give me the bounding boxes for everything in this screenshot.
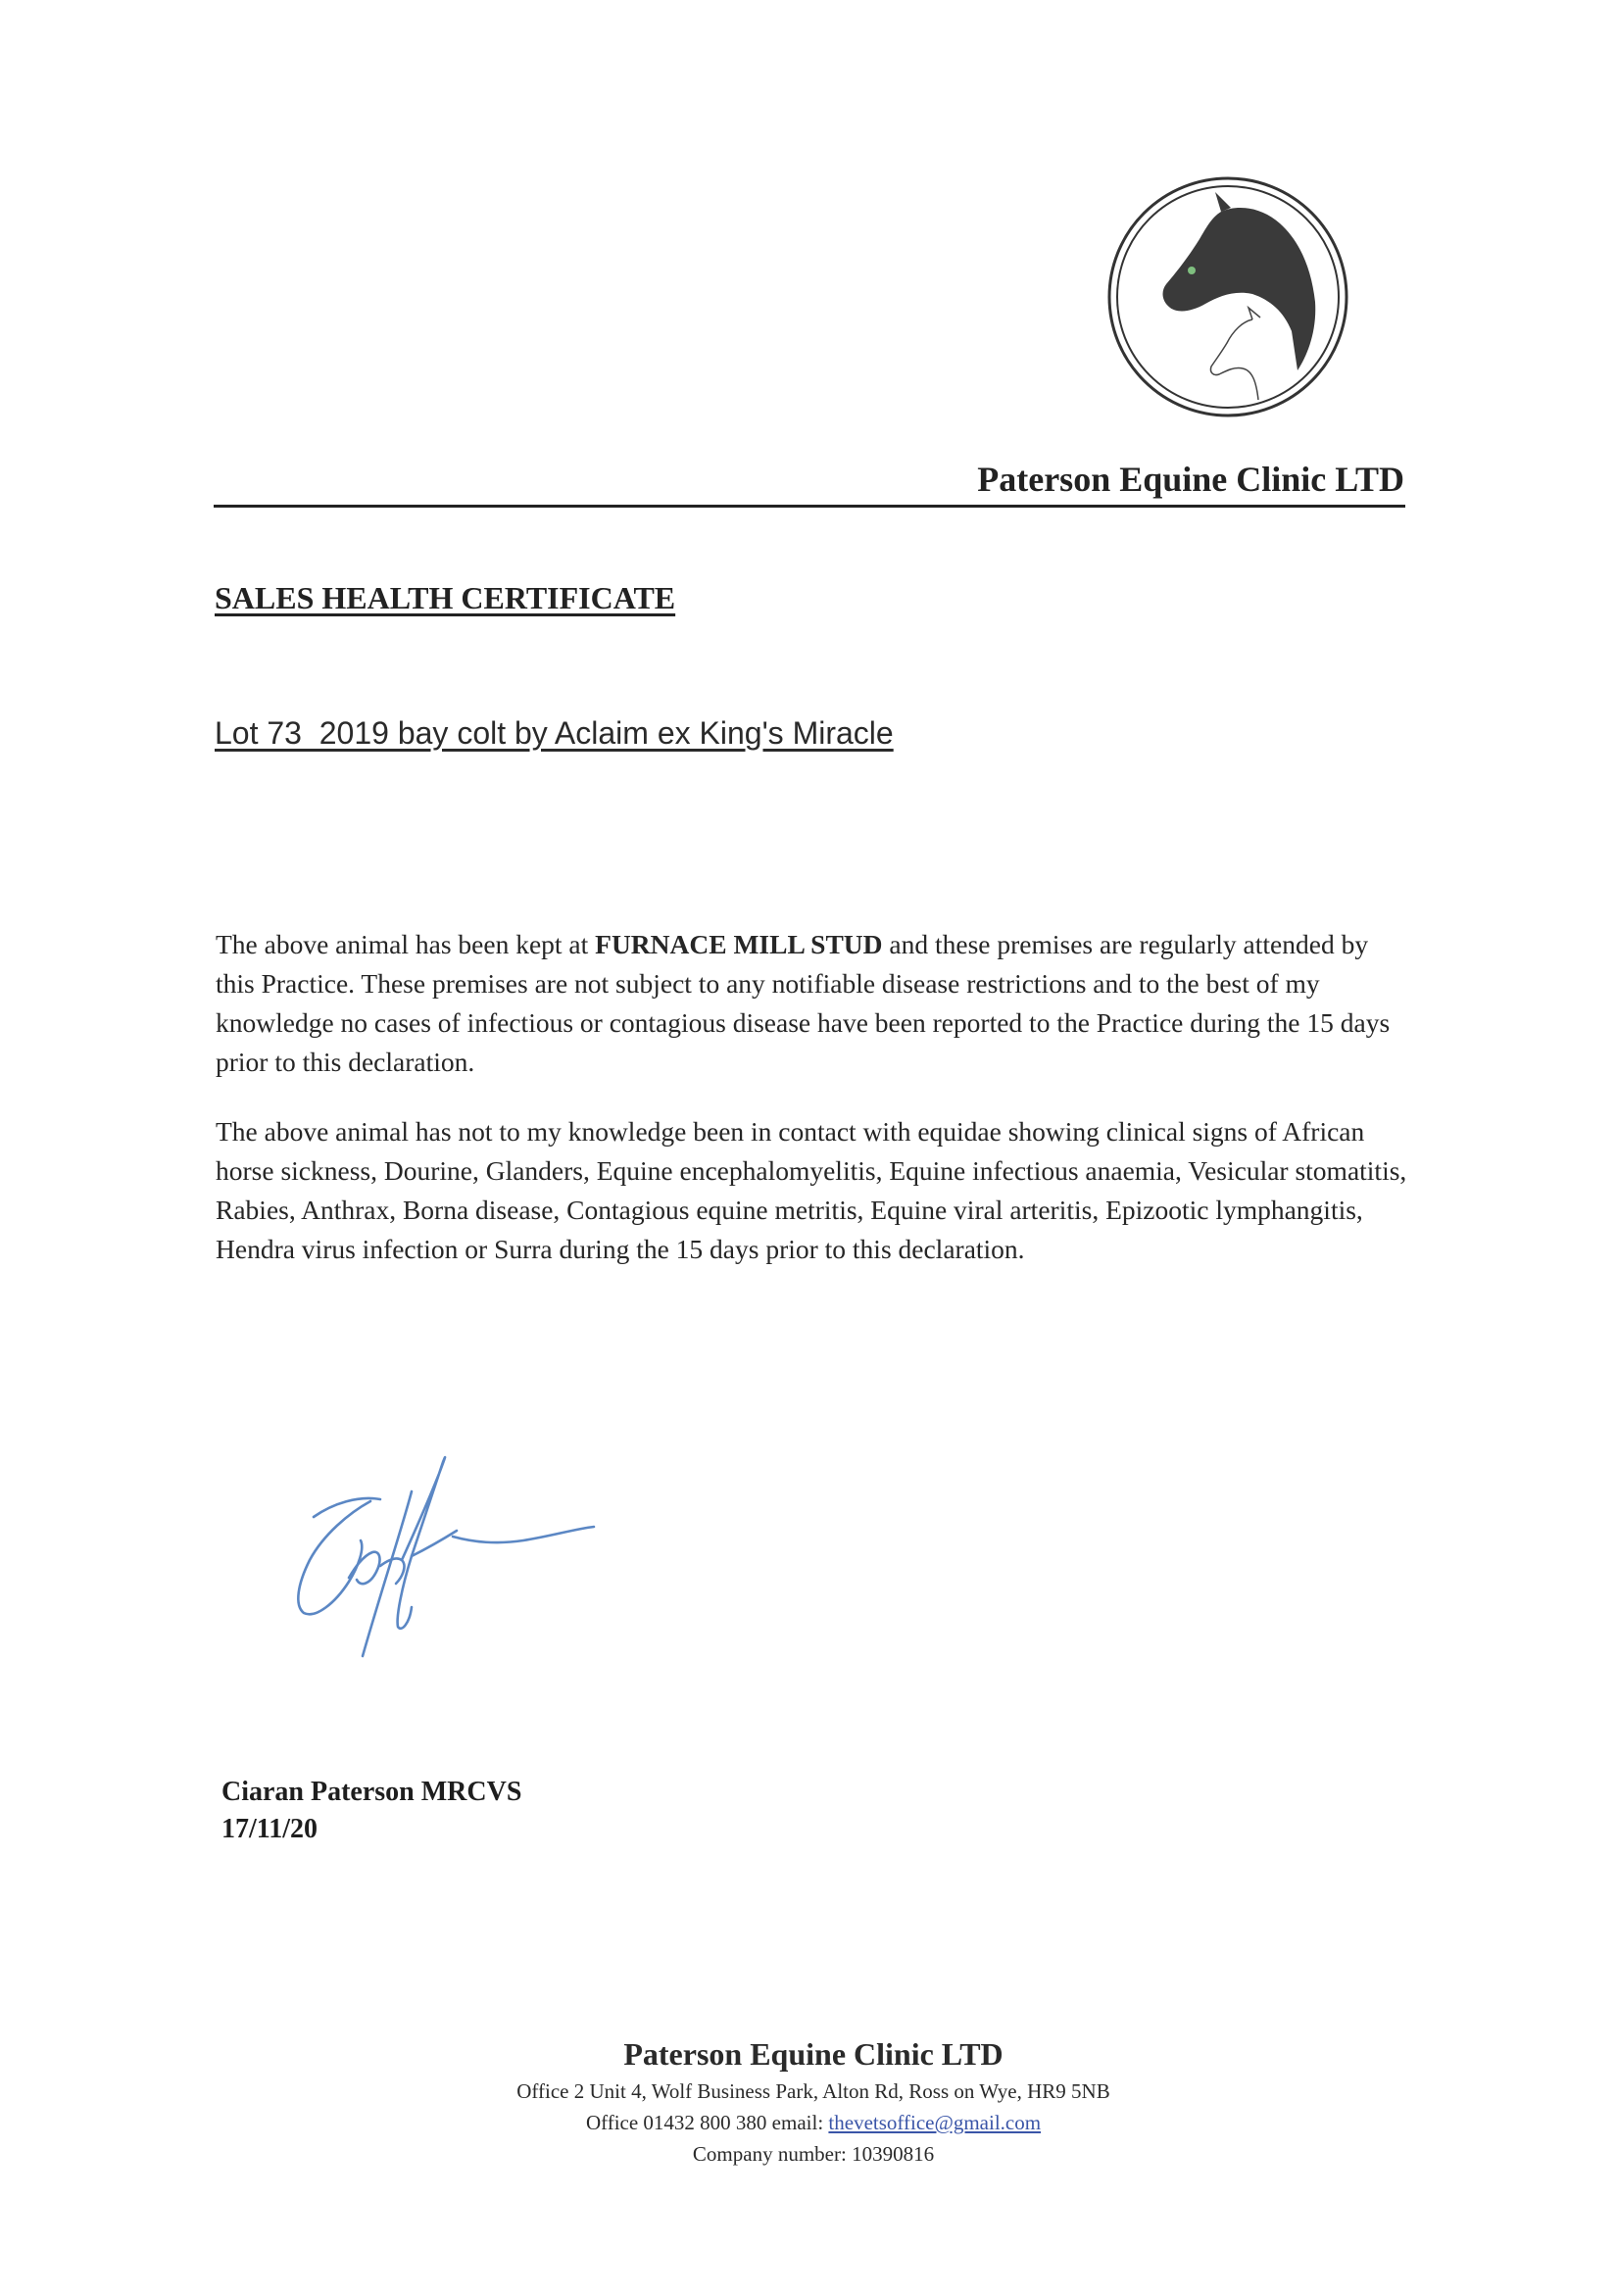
- premises-statement-text: and these premises are regularly attended by this Practice. These premises are not subject to any notifiable disease restrictions and to the best of my knowledge no cases of infectious or contagious disease have been reported to the Practice during the 15 days prior to this declaration.: [216, 929, 1391, 1077]
- footer-contact: [372, 2107, 1254, 2138]
- footer-phone: Office 01432 800 380 email:: [585, 2111, 829, 2134]
- signatory-block: [221, 1774, 521, 1848]
- premises-intro-text: The above animal has been kept at: [216, 929, 596, 959]
- header-divider: [214, 505, 1405, 508]
- horse-heads-logo-icon: [1105, 174, 1350, 419]
- handwritten-signature: [265, 1431, 676, 1715]
- premises-paragraph: [216, 925, 1411, 1082]
- letterhead-clinic-name: Paterson Equine Clinic LTD: [977, 460, 1404, 499]
- premises-name: FURNACE MILL STUD: [595, 929, 883, 959]
- signature-date: 17/11/20: [221, 1814, 318, 1844]
- footer-address: Office 2 Unit 4, Wolf Business Park, Alton Rd, Ross on Wye, HR9 5NB: [516, 2079, 1110, 2103]
- footer-company-number: Company number: 10390816: [692, 2142, 935, 2166]
- signatory-name: Ciaran Paterson MRCVS: [221, 1777, 522, 1807]
- disease-contact-paragraph: The above animal has not to my knowledge been in contact with equidae showing clinical signs of African horse sickness, Dourine, Glanders, Equine encephalomyelitis, Equine infectious anaemia, Vesicular stomatitis, Rabies, Anthrax, Borna disease, Contagious equine metritis, Equine viral arteritis, Epizootic lymphangitis, Hendra virus infection or Surra during the 15 days prior to this declaration.: [216, 1116, 1407, 1264]
- certificate-title: SALES HEALTH CERTIFICATE: [215, 580, 676, 615]
- lot-description: Lot 73 2019 bay colt by Aclaim ex King's Miracle: [215, 715, 894, 751]
- footer-email-link[interactable]: thevetsoffice@gmail.com: [828, 2111, 1042, 2134]
- footer-clinic-name: Paterson Equine Clinic LTD: [623, 2036, 1004, 2072]
- footer: [372, 2032, 1254, 2170]
